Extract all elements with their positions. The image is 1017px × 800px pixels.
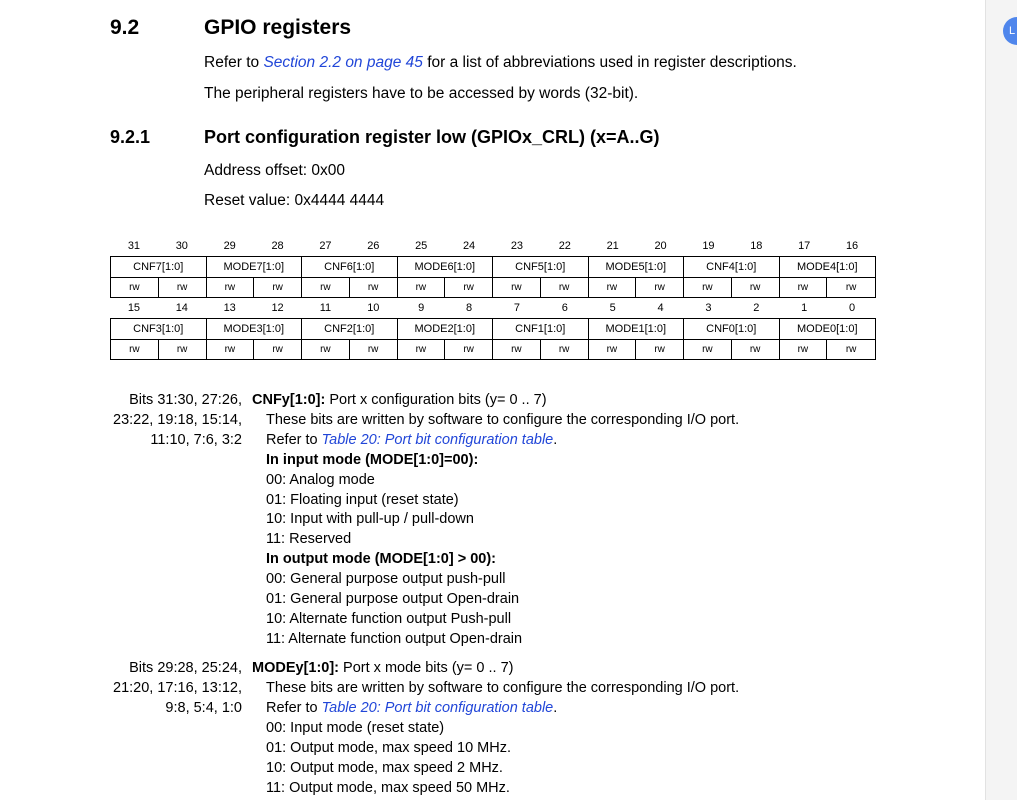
bit-number: 0 [849,302,856,314]
bit-number: 3 [705,302,712,314]
access-cell: rw [445,340,493,359]
subsection-title: Port configuration register low (GPIOx_CRL) (x=A..G) [204,127,660,147]
access-cell: rw [111,278,159,297]
access-cell: rw [493,340,541,359]
access-cell: rw [636,278,684,297]
bit-number: 25 [415,240,428,252]
field-name-cell: CNF4[1:0] [684,257,780,277]
mode-item: 01: Output mode, max speed 10 MHz. [266,740,512,756]
field-name-cell: MODE0[1:0] [796,323,858,335]
field-name-cell: MODE5[1:0] [589,257,685,277]
bit-number: 19 [702,240,715,252]
cnf-heading [252,392,547,408]
section-title: GPIO registers [204,16,352,39]
access-cell: rw [845,344,857,355]
cnf-field-desc: Port x configuration bits (y= 0 .. 7) [325,392,547,408]
mode-refer-text: Refer to [266,700,322,716]
upper-bit-numbers [110,236,876,256]
cnf-refer [266,432,557,448]
access-cell: rw [302,340,350,359]
bit-number: 15 [127,302,141,314]
access-cell: rw [254,278,302,297]
intro-line-1 [204,54,797,72]
bit-number: 17 [798,240,811,252]
upper-field-row [110,256,876,277]
table-link[interactable]: Table 20: Port bit configuration table [321,700,554,716]
bit-number: 2 [753,302,760,314]
bit-number: 24 [462,240,476,252]
bit-number: 7 [513,302,520,314]
access-cell: rw [732,340,780,359]
cnf-output-item: 11: Alternate function output Open-drain [266,631,523,647]
access-cell: rw [636,340,684,359]
cnf-field-name: CNFy[1:0]: [252,392,326,408]
access-cell: rw [780,340,828,359]
cnf-output-item: 01: General purpose output Open-drain [266,591,520,607]
access-cell: rw [845,282,857,293]
cnf-bits-label-1: Bits 31:30, 27:26, [129,392,242,408]
bit-number: 9 [418,302,425,314]
cnf-refer-text: Refer to [266,432,322,448]
access-cell: rw [254,340,302,359]
mode-bits-label-1: Bits 29:28, 25:24, [129,660,242,676]
intro-text-tail: for a list of abbreviations used in register descriptions. [422,54,797,71]
bit-number: 29 [223,240,236,252]
bit-number: 18 [750,240,763,252]
bit-number: 21 [606,240,619,252]
field-name-cell: CNF6[1:0] [302,257,398,277]
field-name-cell: CNF1[1:0] [493,319,589,339]
access-cell: rw [302,278,350,297]
cnf-input-item: 01: Floating input (reset state) [266,492,459,508]
cnf-bits-label-3: 11:10, 7:6, 3:2 [150,432,242,448]
cnf-input-item: 10: Input with pull-up / pull-down [266,511,474,527]
bit-number: 11 [319,302,332,314]
access-cell: rw [589,278,637,297]
access-cell: rw [111,340,159,359]
access-cell: rw [159,340,207,359]
cnf-line-1: These bits are written by software to configure the corresponding I/O port. [266,412,740,428]
bit-number: 14 [175,302,188,314]
register-table [110,236,876,360]
section-number: 9.2 [110,16,140,39]
bit-number: 26 [367,240,380,252]
bit-number: 8 [466,302,473,314]
access-cell: rw [541,278,589,297]
access-cell: rw [780,278,828,297]
address-offset: Address offset: 0x00 [204,162,346,179]
access-cell: rw [398,278,446,297]
access-cell: rw [589,340,637,359]
bit-number: 16 [845,240,859,252]
field-name-cell: MODE1[1:0] [589,319,685,339]
access-cell: rw [159,278,207,297]
field-name-cell: MODE7[1:0] [207,257,303,277]
lower-access-row [110,339,876,360]
subsection-number: 9.2.1 [110,127,151,147]
cnf-input-heading: In input mode (MODE[1:0]=00): [266,452,479,468]
field-name-cell: MODE3[1:0] [207,319,303,339]
bit-number: 10 [367,302,380,314]
side-button-label: L [1009,25,1016,37]
section-link[interactable]: Section 2.2 on page 45 [263,54,423,71]
field-name-cell: CNF2[1:0] [302,319,398,339]
access-cell: rw [350,340,398,359]
table-link[interactable]: Table 20: Port bit configuration table [321,432,554,448]
reset-value: Reset value: 0x4444 4444 [204,192,385,209]
cnf-output-item: 10: Alternate function output Push-pull [266,611,512,627]
access-cell: rw [684,340,732,359]
mode-bits-label-2: 21:20, 17:16, 13:12, [113,680,242,696]
cnf-bits-label-2: 23:22, 19:18, 15:14, [113,412,242,428]
side-panel [985,0,1017,800]
bit-number: 27 [319,240,332,252]
mode-heading [252,660,513,676]
access-cell: rw [445,278,493,297]
field-name-cell: CNF3[1:0] [111,319,207,339]
access-cell: rw [398,340,446,359]
bit-number: 5 [609,302,616,314]
bit-number: 28 [271,240,284,252]
cnf-output-heading: In output mode (MODE[1:0] > 00): [266,551,496,567]
lower-bit-numbers [110,298,876,318]
mode-field-name: MODEy[1:0]: [252,660,340,676]
bit-number: 31 [127,240,141,252]
access-cell: rw [207,278,255,297]
access-cell: rw [350,278,398,297]
field-name-cell: MODE6[1:0] [398,257,494,277]
cnf-refer-tail: . [553,432,558,448]
bit-number: 20 [654,240,667,252]
bit-number: 4 [657,302,664,314]
field-name-cell: MODE4[1:0] [796,261,858,273]
cnf-input-item: 11: Reserved [266,531,352,547]
mode-refer-tail: . [553,700,558,716]
bit-number: 6 [561,302,568,314]
bit-number: 22 [558,240,571,252]
lower-field-row [110,318,876,339]
mode-item: 11: Output mode, max speed 50 MHz. [266,780,510,796]
access-cell: rw [684,278,732,297]
cnf-output-item: 00: General purpose output push-pull [266,571,506,587]
access-cell: rw [732,278,780,297]
mode-field-desc: Port x mode bits (y= 0 .. 7) [339,660,514,676]
field-name-cell: MODE2[1:0] [398,319,494,339]
bit-number: 23 [510,240,524,252]
mode-line-1: These bits are written by software to configure the corresponding I/O port. [266,680,740,696]
mode-bits-label-3: 9:8, 5:4, 1:0 [165,700,242,716]
mode-item: 10: Output mode, max speed 2 MHz. [266,760,503,776]
bit-number: 13 [223,302,236,314]
bit-number: 1 [801,302,808,314]
mode-refer [266,700,557,716]
access-cell: rw [541,340,589,359]
bit-number: 12 [271,302,284,314]
intro-text: Refer to [204,54,264,71]
bit-number: 30 [175,240,188,252]
access-cell: rw [493,278,541,297]
upper-access-row [110,277,876,298]
mode-item: 00: Input mode (reset state) [266,720,445,736]
access-cell: rw [207,340,255,359]
field-name-cell: CNF5[1:0] [493,257,589,277]
intro-line-2: The peripheral registers have to be accessed by words (32-bit). [204,85,639,102]
field-name-cell: CNF7[1:0] [111,257,207,277]
cnf-input-item: 00: Analog mode [266,472,375,488]
field-name-cell: CNF0[1:0] [684,319,780,339]
